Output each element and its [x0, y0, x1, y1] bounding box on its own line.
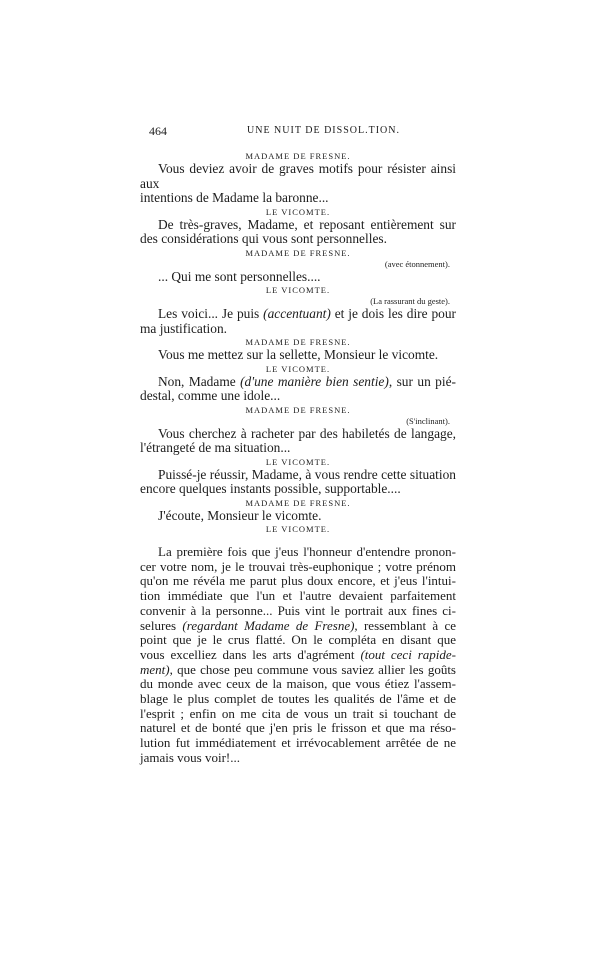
- stage-direction-inline: (accentuant): [263, 306, 331, 321]
- speech-line: encore quelques instants possible, supportable....: [140, 481, 401, 496]
- speech-text: lution fut immédiatement et irrévocablement arrêtée de ne: [140, 735, 456, 751]
- speech-text: selures: [140, 617, 183, 633]
- speech-line: [140, 721, 456, 736]
- speech-line: Puissé-je réussir, Madame, à vous rendre cette situation: [158, 466, 456, 482]
- speech-text: naturel et de bonté que j'en pris le frisson et que ma réso-: [140, 720, 456, 736]
- speaker-label: MADAME DE FRESNE.: [245, 151, 351, 161]
- speaker-label: LE VICOMTE.: [265, 285, 331, 295]
- speaker-label: LE VICOMTE.: [265, 524, 331, 534]
- speaker-label: LE VICOMTE.: [265, 206, 331, 217]
- stage-direction-inline: (d'une manière bien sentie): [240, 373, 389, 389]
- speech-text: qu'on me révéla me parut plus doux encore, et j'eus l'intui-: [140, 573, 456, 589]
- speech-line: [140, 322, 456, 337]
- stage-direction-inline: (tout ceci rapide-: [360, 646, 456, 662]
- long-speech: [140, 545, 456, 766]
- speech-text: et je dois les dire pour: [330, 306, 456, 321]
- speech-line: [140, 648, 456, 663]
- stage-direction: (avec étonnement).: [384, 258, 450, 269]
- speech-text: , sur un pié-: [388, 373, 456, 389]
- speaker-label: MADAME DE FRESNE.: [245, 404, 351, 415]
- speech-line: [140, 707, 456, 722]
- speech-text: blage le plus complet de toutes les qualités de l'âme et de: [140, 691, 456, 707]
- speech-line: [140, 375, 456, 390]
- speech-line: De très-graves, Madame, et reposant entièrement sur: [158, 216, 456, 232]
- speech-text: La première fois que j'eus l'honneur d'entendre pronon-: [158, 544, 456, 559]
- speech-text: l'esprit ; enfin on me cita de vous un trait si touchant de: [140, 705, 456, 721]
- speech-line: [140, 589, 456, 604]
- speech-line: l'étrangeté de ma situation...: [140, 440, 291, 455]
- speech-line: [140, 736, 456, 751]
- speech-text: , ressemblant à ce: [354, 617, 456, 633]
- speech-line: [140, 633, 456, 648]
- speech-text: cer votre nom, je le trouvai très-euphonique ; votre prénom: [140, 558, 456, 574]
- speech-line: J'écoute, Monsieur le vicomte.: [158, 507, 322, 523]
- speaker-label: LE VICOMTE.: [265, 363, 331, 374]
- speech-text: vous excelliez dans les arts d'agrément: [140, 646, 361, 662]
- speaker-label: LE VICOMTE.: [265, 456, 331, 467]
- speech-line: [140, 692, 456, 707]
- speech-line: [140, 751, 456, 766]
- speech-line: [140, 663, 456, 678]
- speech-line: [140, 389, 456, 404]
- speaker-label: MADAME DE FRESNE.: [245, 497, 351, 508]
- stage-direction: (La rassurant du geste).: [370, 296, 450, 306]
- speech-line: des considérations qui vous sont personnelles.: [140, 231, 387, 246]
- speech-text: ma justification.: [140, 320, 228, 336]
- speech-line: Vous deviez avoir de graves motifs pour résister ainsi aux: [140, 161, 456, 191]
- speech-text: point que je le crus flatté. On le compléta en disant que: [140, 632, 456, 648]
- page-number: 464: [149, 124, 167, 138]
- speech-text: convenir à la personne... Puis vint le portrait aux fines ci-: [140, 602, 456, 618]
- speech-line: Vous me mettez sur la sellette, Monsieur le vicomte.: [158, 347, 439, 362]
- speech-line: intentions de Madame la baronne...: [140, 190, 329, 205]
- speech-line: [140, 307, 456, 322]
- speech-line: [140, 604, 456, 619]
- running-title: UNE NUIT DE DISSOL.TION.: [247, 125, 400, 136]
- speech-text: tion immédiate que l'un et l'autre devaient parfaitement: [140, 588, 456, 604]
- speech-line: Vous cherchez à racheter par des habiletés de langage,: [158, 425, 456, 441]
- speaker-label: MADAME DE FRESNE.: [245, 247, 351, 258]
- speaker-label: MADAME DE FRESNE.: [245, 337, 351, 347]
- play-text: [140, 150, 456, 766]
- speech-text: jamais vous voir!...: [140, 749, 241, 765]
- speech-text: Les voici... Je puis: [158, 306, 264, 321]
- stage-direction-inline: ment): [140, 661, 170, 677]
- speech-line: [140, 560, 456, 575]
- speech-text: du monde avec ceux de la maison, que vous étiez l'assem-: [140, 676, 456, 692]
- speech-text: destal, comme une idole...: [140, 388, 281, 403]
- speech-text: , que chose peu commune vous saviez allier les goûts: [169, 661, 456, 677]
- speech-line: ... Qui me sont personnelles....: [158, 268, 321, 284]
- speech-text: Non, Madame: [158, 373, 241, 389]
- speech-line: [140, 545, 456, 560]
- stage-direction-inline: (regardant Madame de Fresne): [182, 617, 355, 633]
- speech-line: [140, 677, 456, 692]
- speech-line: [140, 619, 456, 634]
- stage-direction: (S'inclinant).: [406, 415, 450, 426]
- speech-line: [140, 574, 456, 589]
